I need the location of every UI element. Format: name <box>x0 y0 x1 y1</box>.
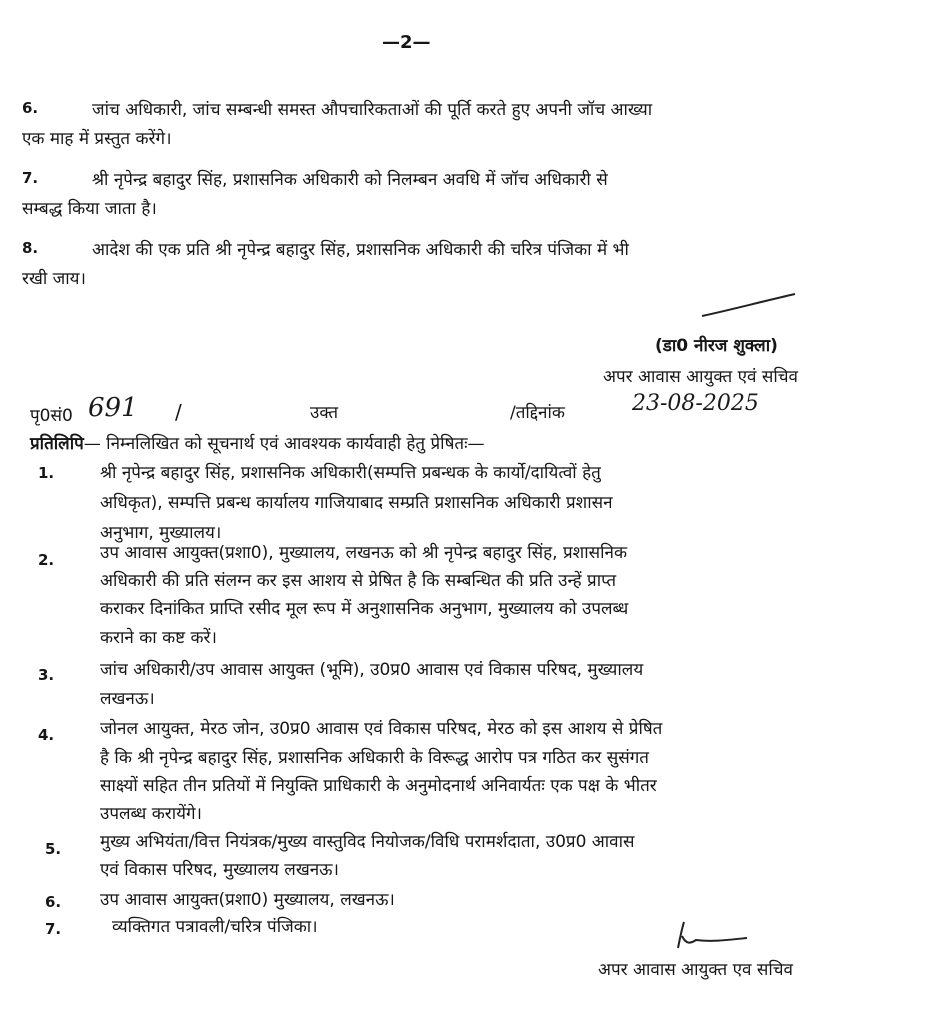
signatory-name: (डा0 नीरज शुक्ला) <box>655 336 778 356</box>
reference-date: 23-08-2025 <box>632 391 759 416</box>
paragraph-number: 8. <box>22 239 39 257</box>
paragraph-line: श्री नृपेन्द्र बहादुर सिंह, प्रशासनिक अधिकारी को निलम्बन अवधि में जॉच अधिकारी से <box>92 170 608 190</box>
paragraph-line: सम्बद्ध किया जाता है। <box>22 199 157 219</box>
reference-separator: / <box>175 400 182 424</box>
item-line: जांच अधिकारी/उप आवास आयुक्त (भूमि), उ0प्र0 आवास एवं विकास परिषद, मुख्यालय <box>100 660 644 680</box>
copy-heading-row <box>30 431 485 454</box>
paragraph-line: रखी जाय। <box>22 269 86 289</box>
signature-mark <box>700 292 800 322</box>
paragraph-line: आदेश की एक प्रति श्री नृपेन्द्र बहादुर सिंह, प्रशासनिक अधिकारी की चरित्र पंजिका में भी <box>92 240 629 260</box>
item-number: 2. <box>38 551 55 569</box>
item-number: 6. <box>45 893 62 911</box>
reference-prefix: पृ0सं0 <box>30 406 73 426</box>
item-line: जोनल आयुक्त, मेरठ जोन, उ0प्र0 आवास एवं विकास परिषद, मेरठ को इस आशय से प्रेषित <box>100 719 663 739</box>
item-line: एवं विकास परिषद, मुख्यालय लखनऊ। <box>100 860 339 880</box>
item-line: साक्ष्यों सहित तीन प्रतियों में नियुक्ति प्राधिकारी के अनुमोदनार्थ अनिवार्यतः एक पक्ष के भीतर <box>100 776 657 796</box>
item-line: श्री नृपेन्द्र बहादुर सिंह, प्रशासनिक अधिकारी(सम्पत्ति प्रबन्धक के कार्यो/दायित्वों हेतु <box>100 463 601 483</box>
item-line: अनुभाग, मुख्यालय। <box>100 523 222 543</box>
reference-date-label: /तद्दिनांक <box>510 403 565 423</box>
item-line: उप आवास आयुक्त(प्रशा0) मुख्यालय, लखनऊ। <box>100 890 395 910</box>
reference-number: 691 <box>88 393 138 423</box>
item-line: अधिकृत), सम्पत्ति प्रबन्ध कार्यालय गाजियाबाद सम्प्रति प्रशासनिक अधिकारी प्रशासन <box>100 493 613 513</box>
item-number: 5. <box>45 840 62 858</box>
footer-signature-mark <box>672 918 752 954</box>
item-number: 7. <box>45 920 62 938</box>
item-line: अधिकारी की प्रति संलग्न कर इस आशय से प्रेषित है कि सम्बन्धित की प्रति उन्हें प्राप्त <box>100 571 617 591</box>
item-number: 3. <box>38 666 55 684</box>
item-line: उपलब्ध करायेंगे। <box>100 804 202 824</box>
item-line: मुख्य अभियंता/वित्त नियंत्रक/मुख्य वास्तुविद नियोजक/विधि परामर्शदाता, उ0प्र0 आवास <box>100 832 635 852</box>
item-line: लखनऊ। <box>100 689 155 709</box>
item-line: है कि श्री नृपेन्द्र बहादुर सिंह, प्रशासनिक अधिकारी के विरूद्ध आरोप पत्र गठित कर सुसंगत <box>100 748 649 768</box>
item-number: 1. <box>38 464 55 482</box>
copy-heading: प्रतिलिपि <box>30 434 84 454</box>
item-line: कराकर दिनांकित प्राप्ति रसीद मूल रूप में अनुशासनिक अनुभाग, मुख्यालय को उपलब्ध <box>100 599 629 619</box>
signatory-designation: अपर आवास आयुक्त एवं सचिव <box>603 367 798 387</box>
paragraph-line: एक माह में प्रस्तुत करेंगे। <box>22 129 172 149</box>
page-number: —2— <box>382 32 431 53</box>
footer-designation: अपर आवास आयुक्त एव सचिव <box>598 960 793 980</box>
paragraph-number: 7. <box>22 169 39 187</box>
item-line: उप आवास आयुक्त(प्रशा0), मुख्यालय, लखनऊ को श्री नृपेन्द्र बहादुर सिंह, प्रशासनिक <box>100 543 627 563</box>
item-number: 4. <box>38 726 55 744</box>
paragraph-line: जांच अधिकारी, जांच सम्बन्धी समस्त औपचारिकताओं की पूर्ति करते हुए अपनी जॉच आख्या <box>92 100 653 120</box>
reference-middle: उक्त <box>310 403 339 423</box>
item-line: व्यक्तिगत पत्रावली/चरित्र पंजिका। <box>112 917 318 937</box>
item-line: कराने का कष्ट करें। <box>100 628 217 648</box>
copy-intro: — निम्नलिखित को सूचनार्थ एवं आवश्यक कार्यवाही हेतु प्रेषितः— <box>83 434 485 454</box>
paragraph-number: 6. <box>22 99 39 117</box>
